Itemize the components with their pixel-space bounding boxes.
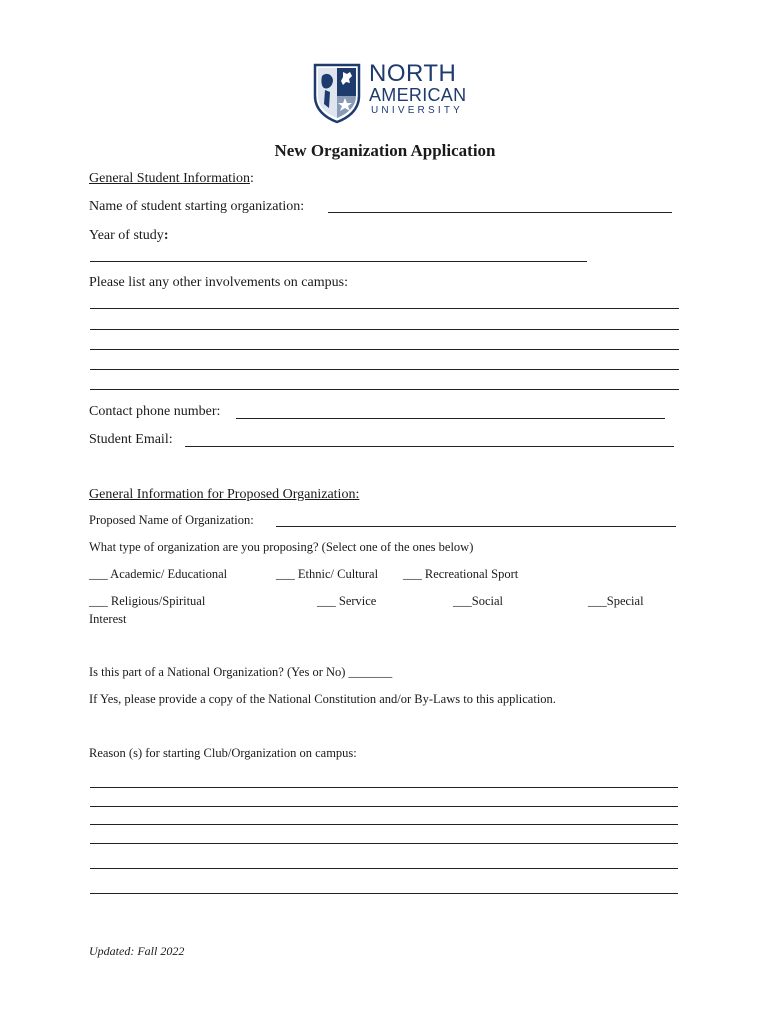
org-section-heading: General Information for Proposed Organization:: [89, 487, 360, 502]
phone-label: Contact phone number:: [89, 404, 221, 419]
involvements-line-5[interactable]: [90, 389, 679, 390]
involvements-line-3[interactable]: [90, 349, 679, 350]
reason-line-5[interactable]: [90, 868, 678, 869]
involvements-line-1[interactable]: [90, 308, 679, 309]
phone-field[interactable]: [236, 418, 665, 419]
reason-line-1[interactable]: [90, 787, 678, 788]
reason-line-2[interactable]: [90, 806, 678, 807]
reason-line-3[interactable]: [90, 824, 678, 825]
option-service[interactable]: ___ Service: [317, 594, 377, 608]
option-recreational[interactable]: ___ Recreational Sport: [403, 567, 519, 581]
org-name-field[interactable]: [276, 526, 676, 527]
year-label-text: Year of study: [89, 228, 164, 243]
option-social[interactable]: ___Social: [453, 594, 503, 608]
org-type-question: What type of organization are you proposing? (Select one of the ones below): [89, 540, 474, 554]
logo-line-2: AMERICAN: [369, 85, 467, 105]
national-org-note: If Yes, please provide a copy of the National Constitution and/or By-Laws to this application.: [89, 692, 556, 706]
logo-line-1: NORTH: [369, 60, 457, 87]
student-section-heading: [89, 171, 254, 187]
logo-line-3: UNIVERSITY: [371, 105, 464, 116]
email-field[interactable]: [185, 446, 674, 447]
involvements-line-2[interactable]: [90, 329, 679, 330]
student-name-field[interactable]: [328, 212, 672, 213]
email-label: Student Email:: [89, 432, 173, 447]
option-religious[interactable]: ___ Religious/Spiritual: [89, 594, 206, 608]
student-heading-colon: :: [249, 171, 254, 186]
involvements-label: Please list any other involvements on campus:: [89, 275, 348, 290]
year-of-study-field[interactable]: [90, 261, 587, 262]
reason-line-6[interactable]: [90, 893, 678, 894]
reason-label: Reason (s) for starting Club/Organization on campus:: [89, 746, 357, 760]
updated-footer: Updated: Fall 2022: [89, 944, 185, 958]
option-special-continued: Interest: [89, 612, 127, 626]
page-title: New Organization Application: [274, 141, 496, 160]
university-logo: [312, 62, 472, 124]
national-org-question: Is this part of a National Organization? (Yes or No) _______: [89, 665, 393, 679]
org-name-label: Proposed Name of Organization:: [89, 513, 254, 527]
shield-icon: [312, 62, 362, 124]
year-label-colon: :: [163, 228, 169, 243]
student-heading-text: General Student Information: [89, 171, 250, 186]
option-academic[interactable]: ___ Academic/ Educational: [89, 567, 228, 581]
option-special[interactable]: ___Special: [588, 594, 644, 608]
involvements-line-4[interactable]: [90, 369, 679, 370]
year-of-study-label: [89, 228, 168, 244]
option-ethnic[interactable]: ___ Ethnic/ Cultural: [276, 567, 379, 581]
reason-line-4[interactable]: [90, 843, 678, 844]
student-name-label: Name of student starting organization:: [89, 199, 305, 214]
